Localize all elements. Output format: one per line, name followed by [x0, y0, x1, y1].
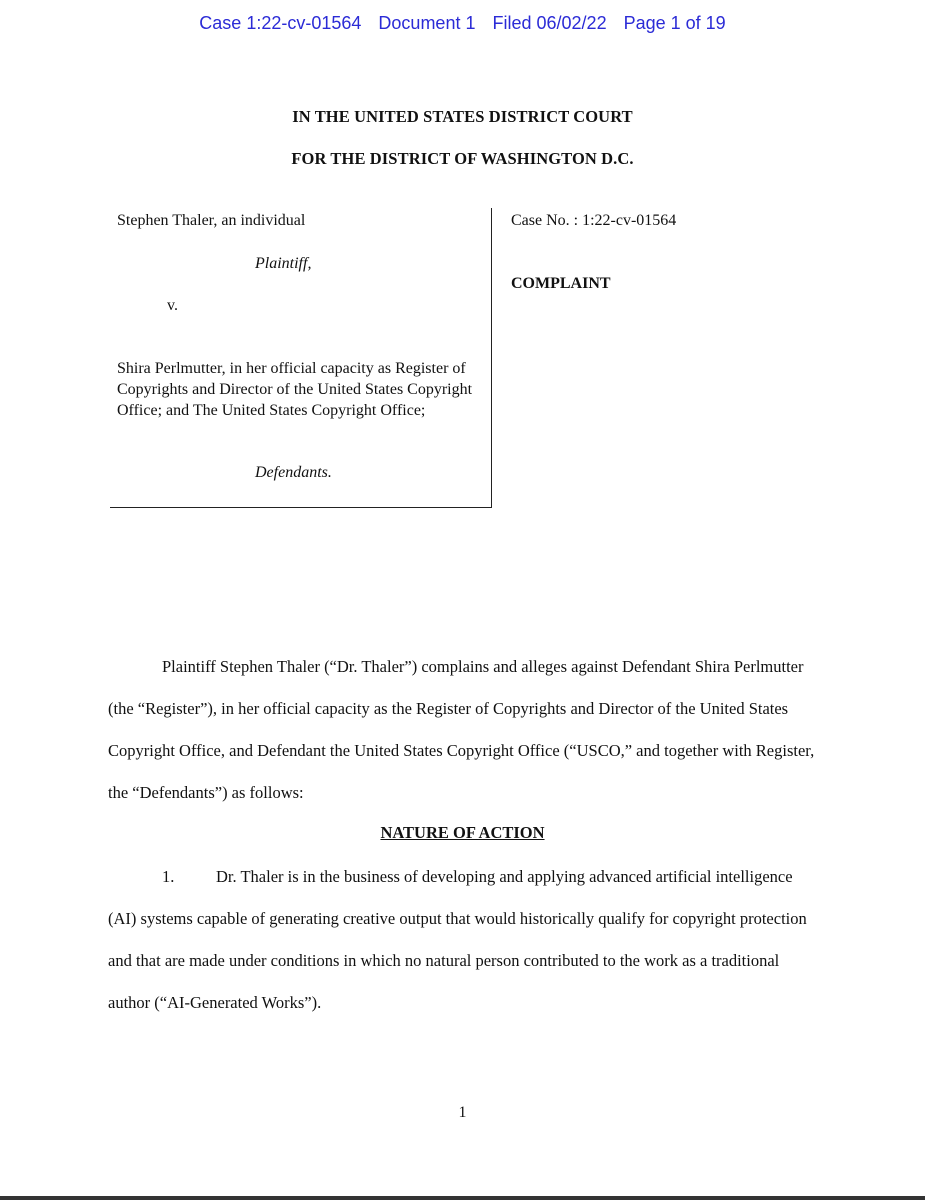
plaintiff-name: Stephen Thaler, an individual: [117, 212, 306, 229]
intro-paragraph: [108, 646, 820, 814]
case-caption-box: [110, 208, 492, 508]
defendant-names: Shira Perlmutter, in her official capacity as Register of Copyrights and Director of the United States Copyright Office; and The United States Copyright Office;: [117, 360, 473, 419]
document-title: COMPLAINT: [511, 275, 611, 292]
page-bottom-divider: [0, 1196, 925, 1200]
court-district: FOR THE DISTRICT OF WASHINGTON D.C.: [291, 149, 634, 168]
plaintiff-role: Plaintiff,: [255, 255, 312, 272]
stamp-page: Page 1 of 19: [623, 13, 726, 33]
case-number: Case No. : 1:22-cv-01564: [511, 212, 677, 229]
stamp-case: Case 1:22-cv-01564: [199, 13, 362, 33]
page-number: 1: [458, 1104, 467, 1121]
section-heading: NATURE OF ACTION: [380, 823, 545, 842]
ecf-header-stamp: [0, 13, 925, 34]
paragraph-1-text: Dr. Thaler is in the business of developing and applying advanced artificial intelligence (AI) systems capable of generating creative output that would historically qualify for copyright protection and that are made under conditions in which no natural person contributed to the work as a traditional author (“AI-Generated Works”).: [108, 867, 807, 1012]
court-name: IN THE UNITED STATES DISTRICT COURT: [292, 107, 633, 126]
intro-paragraph-text: Plaintiff Stephen Thaler (“Dr. Thaler”) complains and alleges against Defendant Shira Perlmutter (the “Register”), in her official capacity as the Register of Copyrights and Director of the United States Copyright Office, and Defendant the United States Copyright Office (“USCO,” and together with Register, the “Defendants”) as follows:: [108, 657, 815, 802]
versus-label: v.: [167, 297, 178, 314]
paragraph-number: 1.: [162, 867, 175, 886]
paragraph-1: [108, 856, 820, 1024]
stamp-filed: Filed 06/02/22: [492, 13, 607, 33]
defendant-role: Defendants.: [255, 464, 332, 481]
stamp-document: Document 1: [378, 13, 476, 33]
